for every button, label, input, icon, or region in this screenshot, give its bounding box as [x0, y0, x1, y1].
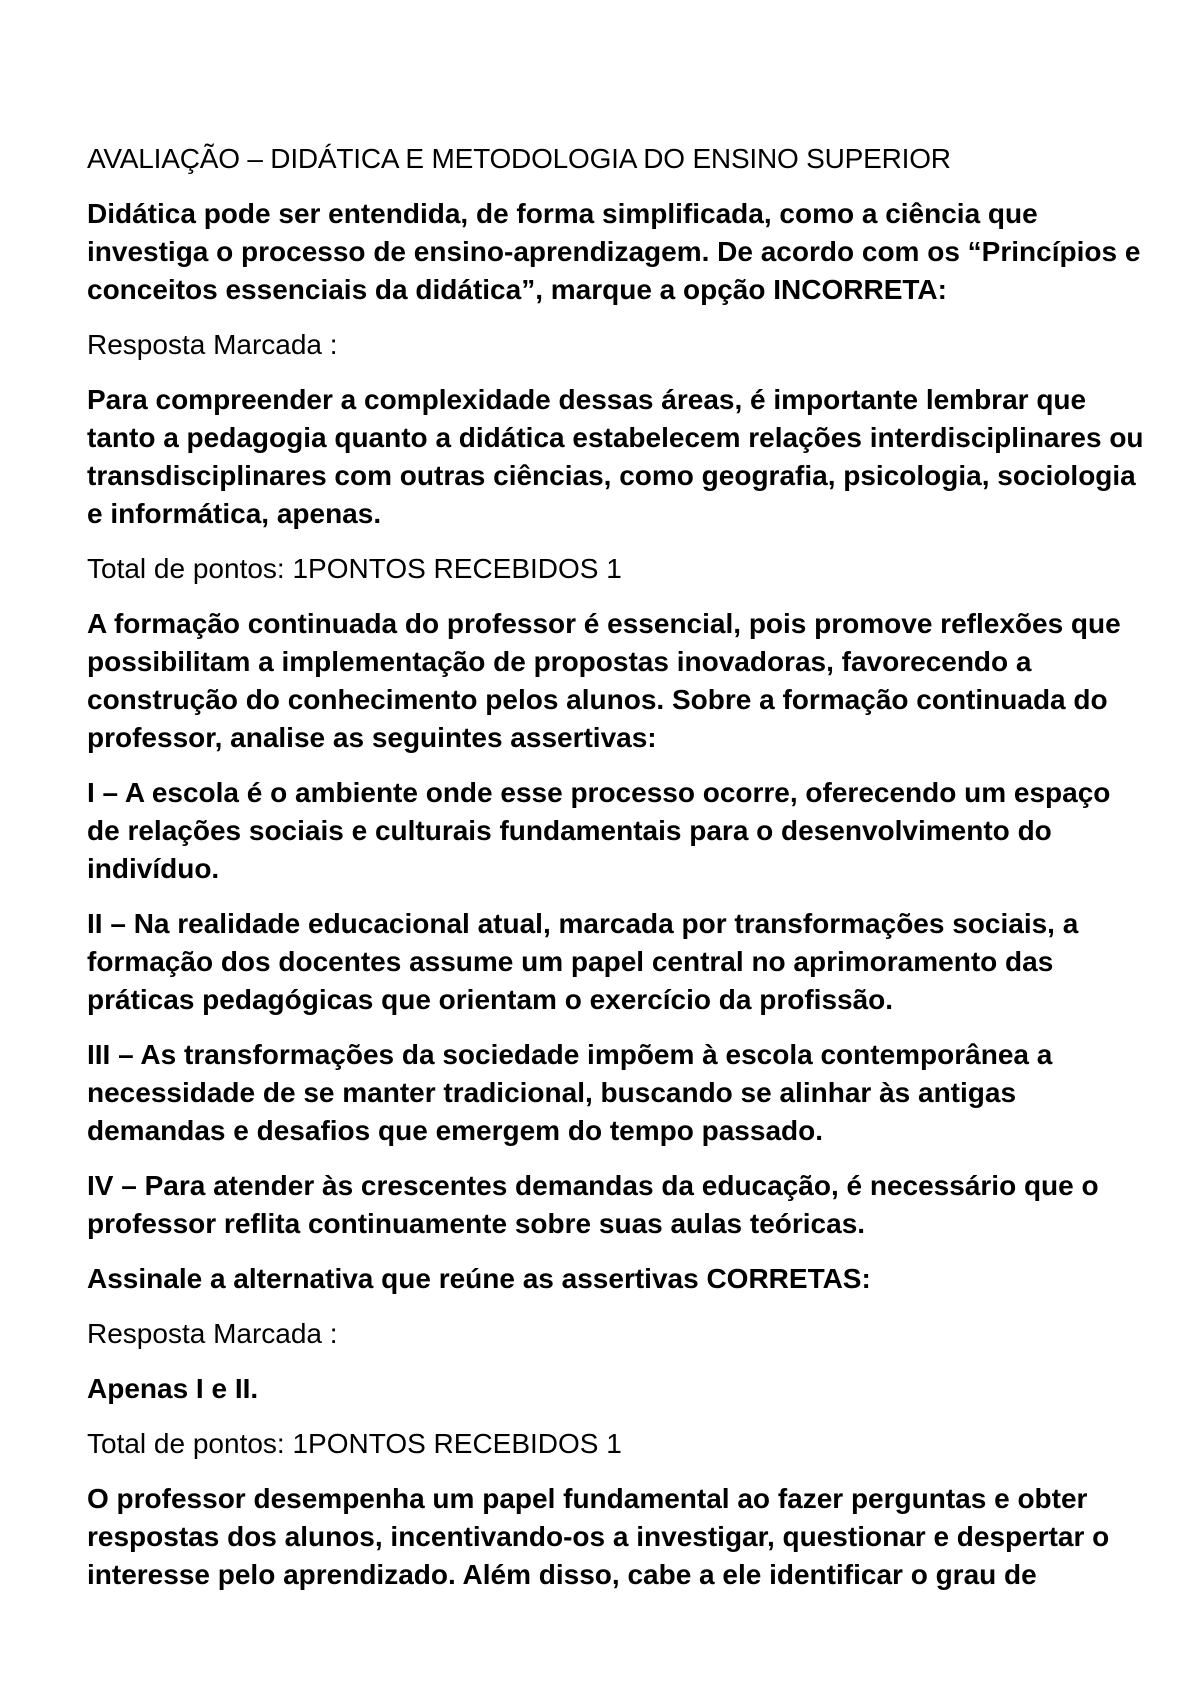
question-1-statement: Didática pode ser entendida, de forma simplificada, como a ciência que investiga o processo de ensino-aprendizagem. De acordo com os “Princípios e conceitos essenciais da didática”, marque a opção INCORRETA: — [87, 198, 1141, 305]
document-page — [87, 140, 1147, 1611]
assertive-ii: II – Na realidade educacional atual, marcada por transformações sociais, a formação dos docentes assume um papel central no aprimoramento das práticas pedagógicas que orientam o exercício da profissão. — [87, 908, 1079, 1015]
answer-2-text: Apenas I e II. — [87, 1373, 259, 1404]
answer-1-text: Para compreender a complexidade dessas áreas, é importante lembrar que tanto a pedagogia quanto a didática estabelecem relações interdisciplinares ou transdisciplinares com outras ciências, como geografia, psicologia, sociologia e informática, apenas. — [87, 384, 1144, 529]
question-3-statement: O professor desempenha um papel fundamental ao fazer perguntas e obter respostas dos alunos, incentivando-os a investigar, questionar e despertar o interesse pelo aprendizado. Além disso, cabe a ele identificar o grau de — [87, 1483, 1110, 1590]
answer-label-1: Resposta Marcada : — [87, 329, 338, 360]
score-line-1: Total de pontos: 1PONTOS RECEBIDOS 1 — [87, 553, 622, 584]
assertive-i: I – A escola é o ambiente onde esse processo ocorre, oferecendo um espaço de relações sociais e culturais fundamentais para o desenvolvimento do indivíduo. — [87, 777, 1111, 884]
question-2-statement: A formação continuada do professor é essencial, pois promove reflexões que possibilitam a implementação de propostas inovadoras, favorecendo a construção do conhecimento pelos alunos. Sobre a formação continuada do professor, analise as seguintes assertivas: — [87, 608, 1121, 753]
assertive-iv: IV – Para atender às crescentes demandas da educação, é necessário que o professor reflita continuamente sobre suas aulas teóricas. — [87, 1170, 1099, 1239]
answer-label-2: Resposta Marcada : — [87, 1318, 338, 1349]
document-title: AVALIAÇÃO – DIDÁTICA E METODOLOGIA DO ENSINO SUPERIOR — [87, 143, 951, 174]
question-2-instruction: Assinale a alternativa que reúne as assertivas CORRETAS: — [87, 1263, 871, 1294]
score-line-2: Total de pontos: 1PONTOS RECEBIDOS 1 — [87, 1428, 622, 1459]
assertive-iii: III – As transformações da sociedade impõem à escola contemporânea a necessidade de se manter tradicional, buscando se alinhar às antigas demandas e desafios que emergem do tempo passado. — [87, 1039, 1053, 1146]
